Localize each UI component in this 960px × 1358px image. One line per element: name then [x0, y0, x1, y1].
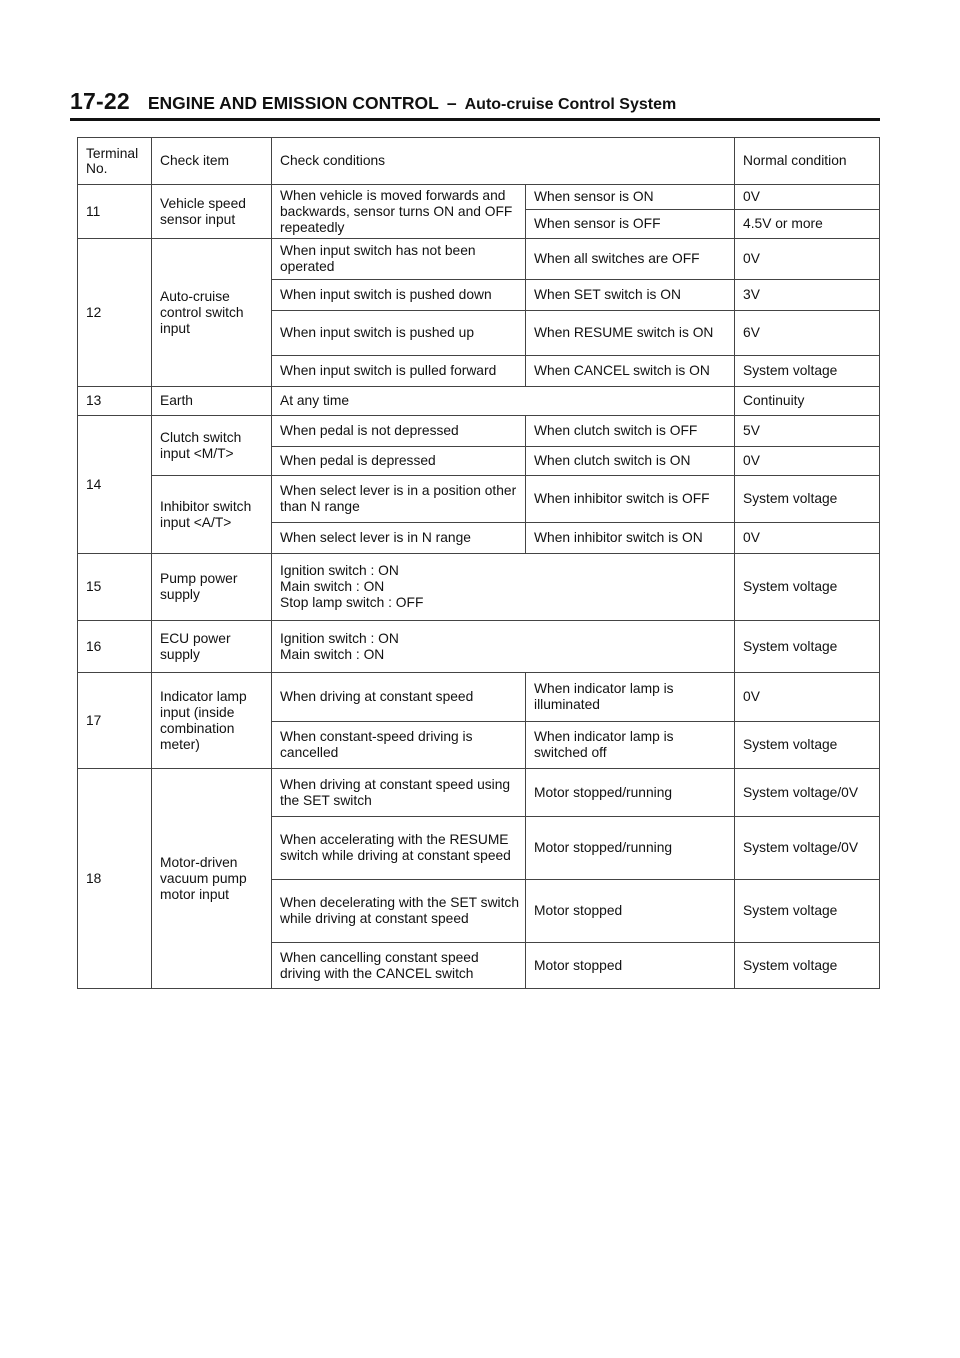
check-item: Pump power supply [152, 554, 272, 621]
check-item: Auto-cruise control switch input [152, 239, 272, 387]
terminal-no: 13 [78, 387, 152, 416]
check-condition: When select lever is in N range [272, 523, 526, 554]
terminal-no: 11 [78, 185, 152, 239]
header-rule [70, 118, 880, 121]
sub-condition: When indicator lamp is switched off [526, 722, 735, 769]
check-condition: When select lever is in a position other than N range [272, 476, 526, 523]
page-header [70, 88, 880, 115]
terminal-no: 17 [78, 673, 152, 769]
sub-condition: Motor stopped/running [526, 817, 735, 880]
sub-condition: When clutch switch is ON [526, 447, 735, 476]
check-condition: Ignition switch : ON Main switch : ON [272, 621, 735, 673]
header-terminal: Terminal No. [78, 138, 152, 185]
normal-condition: System voltage [735, 943, 880, 989]
normal-condition: System voltage [735, 476, 880, 523]
sub-condition: When CANCEL switch is ON [526, 356, 735, 387]
check-item: Vehicle speed sensor input [152, 185, 272, 239]
normal-condition: System voltage [735, 356, 880, 387]
check-item: Indicator lamp input (inside combination meter) [152, 673, 272, 769]
terminal-no: 18 [78, 769, 152, 989]
check-condition: When driving at constant speed using the SET switch [272, 769, 526, 817]
check-item: Earth [152, 387, 272, 416]
header-check-item: Check item [152, 138, 272, 185]
normal-condition: 5V [735, 416, 880, 447]
sub-condition: When sensor is ON [526, 185, 735, 210]
check-condition: When driving at constant speed [272, 673, 526, 722]
table-row [78, 387, 880, 416]
normal-condition: 0V [735, 523, 880, 554]
section-title: ENGINE AND EMISSION CONTROL [147, 93, 439, 113]
check-condition: When pedal is not depressed [272, 416, 526, 447]
check-condition: At any time [272, 387, 735, 416]
check-item: Inhibitor switch input <A/T> [152, 476, 272, 554]
normal-condition: Continuity [735, 387, 880, 416]
table-header-row [78, 138, 880, 185]
table-row [78, 185, 880, 210]
sub-condition: When inhibitor switch is OFF [526, 476, 735, 523]
terminal-no: 15 [78, 554, 152, 621]
normal-condition: 0V [735, 185, 880, 210]
normal-condition: System voltage [735, 621, 880, 673]
check-condition: When input switch is pulled forward [272, 356, 526, 387]
check-condition: When constant-speed driving is cancelled [272, 722, 526, 769]
table-row [78, 416, 880, 447]
sub-condition: When SET switch is ON [526, 280, 735, 311]
check-condition: When input switch has not been operated [272, 239, 526, 280]
normal-condition: System voltage/0V [735, 817, 880, 880]
terminal-no: 16 [78, 621, 152, 673]
table-row [78, 769, 880, 817]
normal-condition: System voltage [735, 880, 880, 943]
normal-condition: System voltage/0V [735, 769, 880, 817]
check-condition: Ignition switch : ON Main switch : ON Stop lamp switch : OFF [272, 554, 735, 621]
normal-condition: System voltage [735, 554, 880, 621]
table-row [78, 621, 880, 673]
sub-condition: When sensor is OFF [526, 210, 735, 239]
table-row [78, 673, 880, 722]
normal-condition: System voltage [735, 722, 880, 769]
terminal-no: 14 [78, 416, 152, 554]
check-item: ECU power supply [152, 621, 272, 673]
check-condition: When input switch is pushed down [272, 280, 526, 311]
check-condition: When decelerating with the SET switch while driving at constant speed [272, 880, 526, 943]
check-condition: When cancelling constant speed driving with the CANCEL switch [272, 943, 526, 989]
check-condition: When input switch is pushed up [272, 311, 526, 356]
normal-condition: 0V [735, 673, 880, 722]
page-number: 17-22 [70, 88, 130, 114]
sub-condition: When all switches are OFF [526, 239, 735, 280]
check-condition: When vehicle is moved forwards and backwards, sensor turns ON and OFF repeatedly [272, 185, 526, 239]
title-dash: – [446, 93, 457, 113]
sub-condition: When clutch switch is OFF [526, 416, 735, 447]
subsection-title: Auto-cruise Control System [464, 96, 677, 113]
check-item: Clutch switch input <M/T> [152, 416, 272, 476]
table-row [78, 239, 880, 280]
sub-condition: When indicator lamp is illuminated [526, 673, 735, 722]
normal-condition: 3V [735, 280, 880, 311]
normal-condition: 6V [735, 311, 880, 356]
normal-condition: 0V [735, 447, 880, 476]
sub-condition: When RESUME switch is ON [526, 311, 735, 356]
check-table [77, 137, 880, 989]
check-item: Motor-driven vacuum pump motor input [152, 769, 272, 989]
sub-condition: Motor stopped/running [526, 769, 735, 817]
terminal-no: 12 [78, 239, 152, 387]
sub-condition: Motor stopped [526, 943, 735, 989]
sub-condition: When inhibitor switch is ON [526, 523, 735, 554]
table-row [78, 476, 880, 523]
header-normal-condition: Normal condition [735, 138, 880, 185]
header-check-conditions: Check conditions [272, 138, 735, 185]
check-condition: When accelerating with the RESUME switch while driving at constant speed [272, 817, 526, 880]
sub-condition: Motor stopped [526, 880, 735, 943]
check-condition: When pedal is depressed [272, 447, 526, 476]
normal-condition: 4.5V or more [735, 210, 880, 239]
table-row [78, 554, 880, 621]
normal-condition: 0V [735, 239, 880, 280]
